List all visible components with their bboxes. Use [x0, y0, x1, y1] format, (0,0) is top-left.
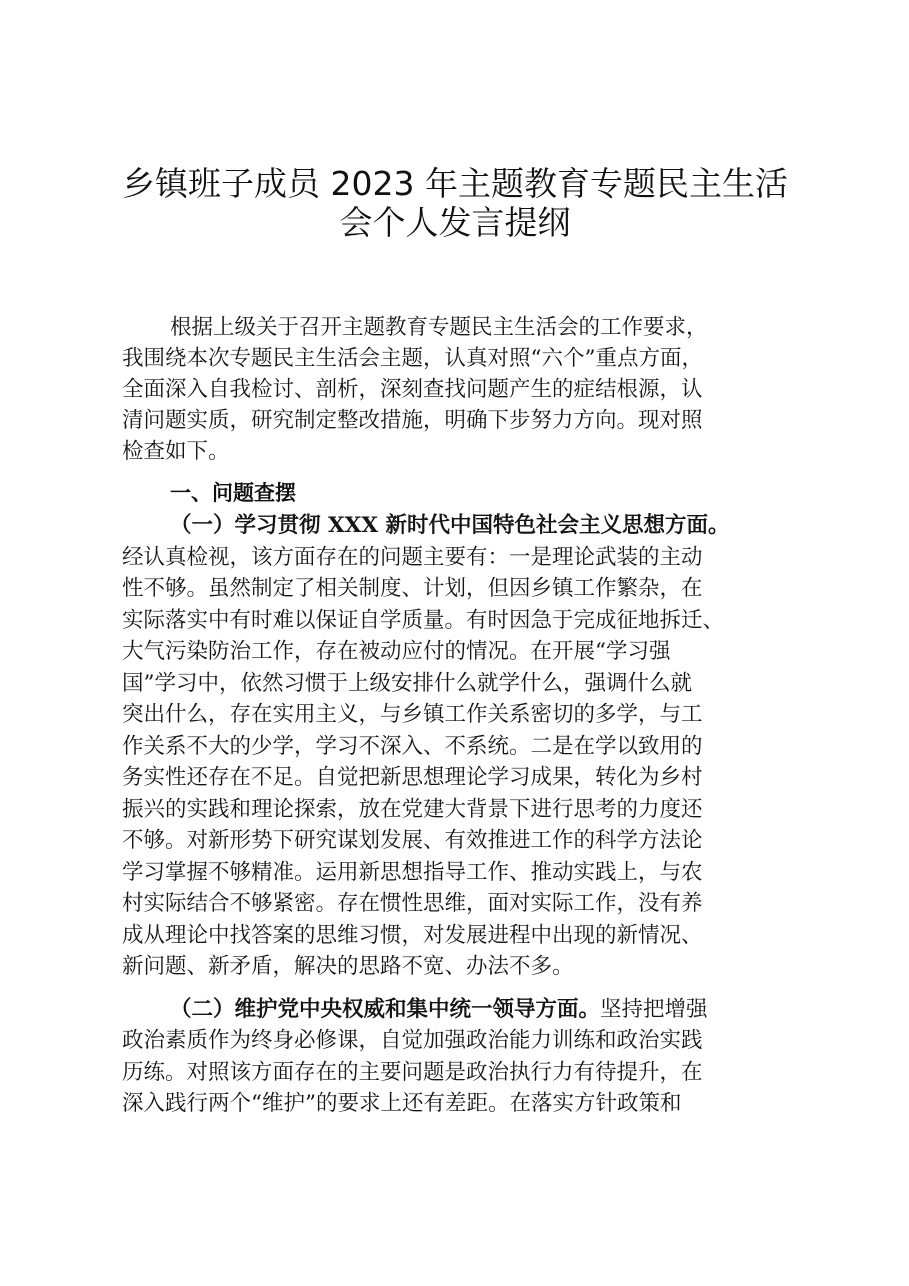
paragraph-line: 大气污染防治工作，存在被动应付的情况。在开展“学习强	[122, 639, 671, 664]
intro-line: 清问题实质，研究制定整改措施，明确下步努力方向。现对照	[122, 408, 703, 433]
paragraph-line: 政治素质作为终身必修课，自觉加强政治能力训练和政治实践	[122, 1028, 703, 1053]
paragraph-line: 实际落实中有时难以保证自学质量。有时因急于完成征地拆迁、	[122, 608, 725, 633]
document-title-line-1: 乡镇班子成员 2023 年主题教育专题民主生活	[122, 164, 788, 203]
paragraph-line: 务实性还存在不足。自觉把新思想理论学习成果，转化为乡村	[122, 765, 703, 790]
section-heading: 一、问题查摆	[170, 481, 296, 505]
paragraph-line: 村实际结合不够紧密。存在惯性思维，面对实际工作，没有养	[122, 891, 703, 916]
paragraph-line: 深入践行两个“维护”的要求上还有差距。在落实方针政策和	[122, 1091, 682, 1116]
intro-line: 根据上级关于召开主题教育专题民主生活会的工作要求，	[170, 315, 708, 340]
paragraph-line: 作关系不大的少学，学习不深入、不系统。二是在学以致用的	[122, 734, 703, 759]
paragraph-line: 学习掌握不够精准。运用新思想指导工作、推动实践上，与农	[122, 860, 703, 885]
paragraph-line: 经认真检视，该方面存在的问题主要有：一是理论武装的主动	[122, 545, 703, 570]
document-title-line-2: 会个人发言提纲	[339, 203, 571, 242]
subsection-heading: （一）学习贯彻 XXX 新时代中国特色社会主义思想方面。	[170, 513, 730, 538]
intro-line: 全面深入自我检讨、剖析，深刻查找问题产生的症结根源，认	[122, 377, 703, 402]
paragraph-line: 国”学习中，依然习惯于上级安排什么就学什么，强调什么就	[122, 671, 692, 696]
paragraph-line: 性不够。虽然制定了相关制度、计划，但因乡镇工作繁杂，在	[122, 576, 703, 601]
intro-line: 我围绕本次专题民主生活会主题，认真对照“六个”重点方面，	[122, 346, 703, 371]
paragraph-line: 历练。对照该方面存在的主要问题是政治执行力有待提升，在	[122, 1060, 703, 1085]
paragraph-line: 不够。对新形势下研究谋划发展、有效推进工作的科学方法论	[122, 828, 703, 853]
paragraph-line: 新问题、新矛盾，解决的思路不宽、办法不多。	[122, 954, 574, 979]
subsection-heading: （二）维护党中央权威和集中统一领导方面。	[170, 997, 601, 1022]
paragraph-line: 振兴的实践和理论探索，放在党建大背景下进行思考的力度还	[122, 797, 703, 822]
subsection-heading-line	[170, 994, 708, 1025]
subsection-heading-rest: 坚持把增强	[600, 997, 708, 1022]
paragraph-line: 成从理论中找答案的思维习惯，对发展进程中出现的新情况、	[122, 923, 703, 948]
intro-line: 检查如下。	[122, 439, 230, 464]
paragraph-line: 突出什么，存在实用主义，与乡镇工作关系密切的多学，与工	[122, 702, 703, 727]
